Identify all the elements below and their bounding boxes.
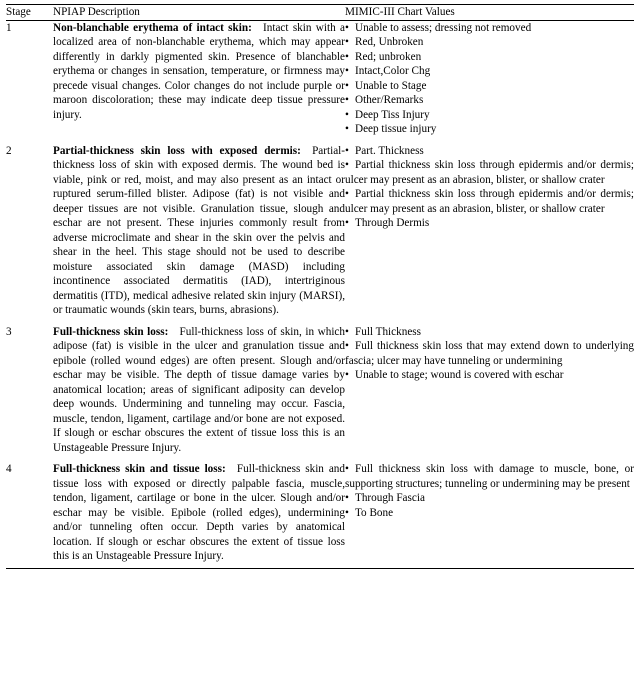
chart-value-item — [345, 35, 634, 50]
chart-values-list — [345, 144, 634, 231]
bullet-icon: • — [345, 463, 349, 475]
table-header-row — [6, 5, 634, 20]
mimic-chart-values — [345, 144, 634, 325]
bullet-icon: • — [345, 340, 349, 352]
chart-value-text: Full thickness skin loss that may extend down to underlying fascia; ulcer may have tunneling or undermining — [345, 340, 634, 367]
chart-value-text: Unable to assess; dressing not removed — [355, 21, 532, 34]
stage-description-lead: Full-thickness skin and tissue loss: — [53, 463, 226, 475]
bullet-icon: • — [345, 369, 349, 381]
chart-value-text: Deep tissue injury — [355, 123, 437, 135]
chart-value-item — [345, 93, 634, 108]
chart-value-item — [345, 216, 634, 231]
chart-value-item — [345, 339, 634, 368]
bullet-icon: • — [345, 79, 349, 92]
chart-value-text: Red, Unbroken — [355, 36, 424, 48]
chart-value-item — [345, 64, 634, 79]
stage-description-text: Intact skin with a localized area of non-blanchable erythema, which may appear differently in darkly pigmented skin. Presence of blanchable erythema or changes in sensation, temperature, or firmness may precede visual changes. Color changes do not include purple or maroon discoloration; these may indicate deep tissue pressure injury. — [53, 21, 345, 121]
bullet-icon: • — [345, 94, 349, 106]
column-header-mimic-chart-values: MIMIC-III Chart Values — [345, 6, 455, 18]
table-row — [6, 325, 634, 463]
table-row — [6, 144, 634, 325]
chart-value-item — [345, 108, 634, 123]
stage-description — [53, 144, 345, 325]
stage-description-lead: Non-blanchable erythema of intact skin: — [53, 21, 252, 34]
chart-value-item — [345, 79, 634, 94]
chart-value-item — [345, 325, 634, 340]
bullet-icon: • — [345, 108, 349, 121]
mimic-chart-values — [345, 21, 634, 144]
stage-number: 4 — [6, 463, 12, 475]
chart-value-item — [345, 21, 634, 36]
bullet-icon: • — [345, 506, 349, 519]
table-body — [6, 5, 634, 20]
chart-value-item — [345, 506, 634, 521]
stage-description-text: Full-thickness skin and tissue loss with exposed or directly palpable fascia, muscle, tendon, ligament, cartilage or bone in the ulcer. Slough and/or eschar may be visible. Epibole (rolled edges), undermining and/or tunneling often occur. Depth varies by anatomical location. If slough or eschar obscures the extent of tissue loss this is an Unstageable Pressure Injury. — [53, 463, 345, 562]
table-bottom-rule — [6, 568, 634, 569]
bullet-icon: • — [345, 65, 349, 77]
npiap-staging-table — [0, 4, 640, 569]
chart-value-text: Part. Thickness — [355, 144, 424, 157]
stage-description-text: Partial-thickness loss of skin with exposed dermis. The wound bed is viable, pink or red, moist, and may also present as an intact or ruptured serum-filled blister. Adipose (fat) is not visible and deeper tissues are not visible. Granulation tissue, slough and eschar are not present. These injuries commonly result from adverse microclimate and shear in the skin over the pelvis and shear in the heel. This stage should not be used to describe moisture associated skin damage (MASD) including incontinence associated dermatitis (IAD), intertriginous dermatitis (ITD), medical adhesive related skin injury (MARSI), or traumatic wounds (skin tears, burns, abrasions). — [53, 144, 345, 316]
stage-description — [53, 462, 345, 568]
table-row — [6, 462, 634, 568]
table-header — [6, 5, 634, 20]
chart-value-item — [345, 144, 634, 159]
bullet-icon: • — [345, 159, 349, 171]
chart-value-item — [345, 187, 634, 216]
chart-value-text: Unable to Stage — [355, 79, 427, 92]
bullet-icon: • — [345, 123, 349, 135]
stage-number: 3 — [6, 325, 12, 338]
chart-value-text: Partial thickness skin loss through epidermis and/or dermis; ulcer may present as an abrasion, blister, or shallow crater — [345, 188, 634, 215]
chart-value-text: To Bone — [355, 506, 394, 519]
mimic-chart-values — [345, 325, 634, 463]
stage-description — [53, 325, 345, 463]
chart-values-list — [345, 21, 634, 137]
chart-values-list — [345, 462, 634, 520]
chart-value-item — [345, 122, 634, 137]
chart-value-text: Through Fascia — [355, 492, 425, 504]
bullet-icon: • — [345, 144, 349, 157]
bullet-icon: • — [345, 21, 349, 34]
bullet-icon: • — [345, 188, 349, 200]
chart-value-text: Full thickness skin loss with damage to muscle, bone, or supporting structures; tunneling or undermining may be present — [345, 463, 634, 490]
column-header-npiap-description: NPIAP Description — [53, 6, 140, 18]
chart-value-item — [345, 158, 634, 187]
stage-description-text: Full-thickness loss of skin, in which adipose (fat) is visible in the ulcer and granulation tissue and epibole (rolled wound edges) are often present. Slough and/or eschar may be visible. The depth of tissue damage varies by anatomical location; areas of significant adiposity can develop deep wounds. Undermining and tunneling may occur. Fascia, muscle, tendon, ligament, cartilage and/or bone are not exposed. If slough or eschar obscures the extent of tissue loss this is an Unstageable Pressure Injury. — [53, 325, 345, 454]
stage-number: 1 — [6, 21, 12, 34]
chart-value-text: Full Thickness — [355, 325, 421, 338]
stage-number: 2 — [6, 144, 12, 157]
chart-value-text: Other/Remarks — [355, 94, 424, 106]
bullet-icon: • — [345, 50, 349, 63]
column-header-stage: Stage — [6, 6, 31, 18]
table-rows — [6, 21, 634, 568]
mimic-chart-values — [345, 462, 634, 568]
chart-value-item — [345, 462, 634, 491]
stage-description-lead: Partial-thickness skin loss with exposed dermis: — [53, 144, 301, 157]
chart-value-item — [345, 50, 634, 65]
chart-value-text: Through Dermis — [355, 217, 430, 229]
bullet-icon: • — [345, 36, 349, 48]
stage-description — [53, 21, 345, 144]
chart-value-item — [345, 368, 634, 383]
chart-value-text: Unable to stage; wound is covered with eschar — [355, 369, 564, 381]
chart-values-list — [345, 325, 634, 383]
chart-value-text: Partial thickness skin loss through epidermis and/or dermis; ulcer may present as an abrasion, blister, or shallow crater — [345, 159, 634, 186]
table-row — [6, 21, 634, 144]
chart-value-text: Red; unbroken — [355, 50, 422, 63]
chart-value-text: Intact,Color Chg — [355, 65, 431, 77]
chart-value-item — [345, 491, 634, 506]
chart-value-text: Deep Tiss Injury — [355, 108, 430, 121]
stage-description-lead: Full-thickness skin loss: — [53, 325, 169, 338]
bullet-icon: • — [345, 325, 349, 338]
bullet-icon: • — [345, 492, 349, 504]
bullet-icon: • — [345, 217, 349, 229]
